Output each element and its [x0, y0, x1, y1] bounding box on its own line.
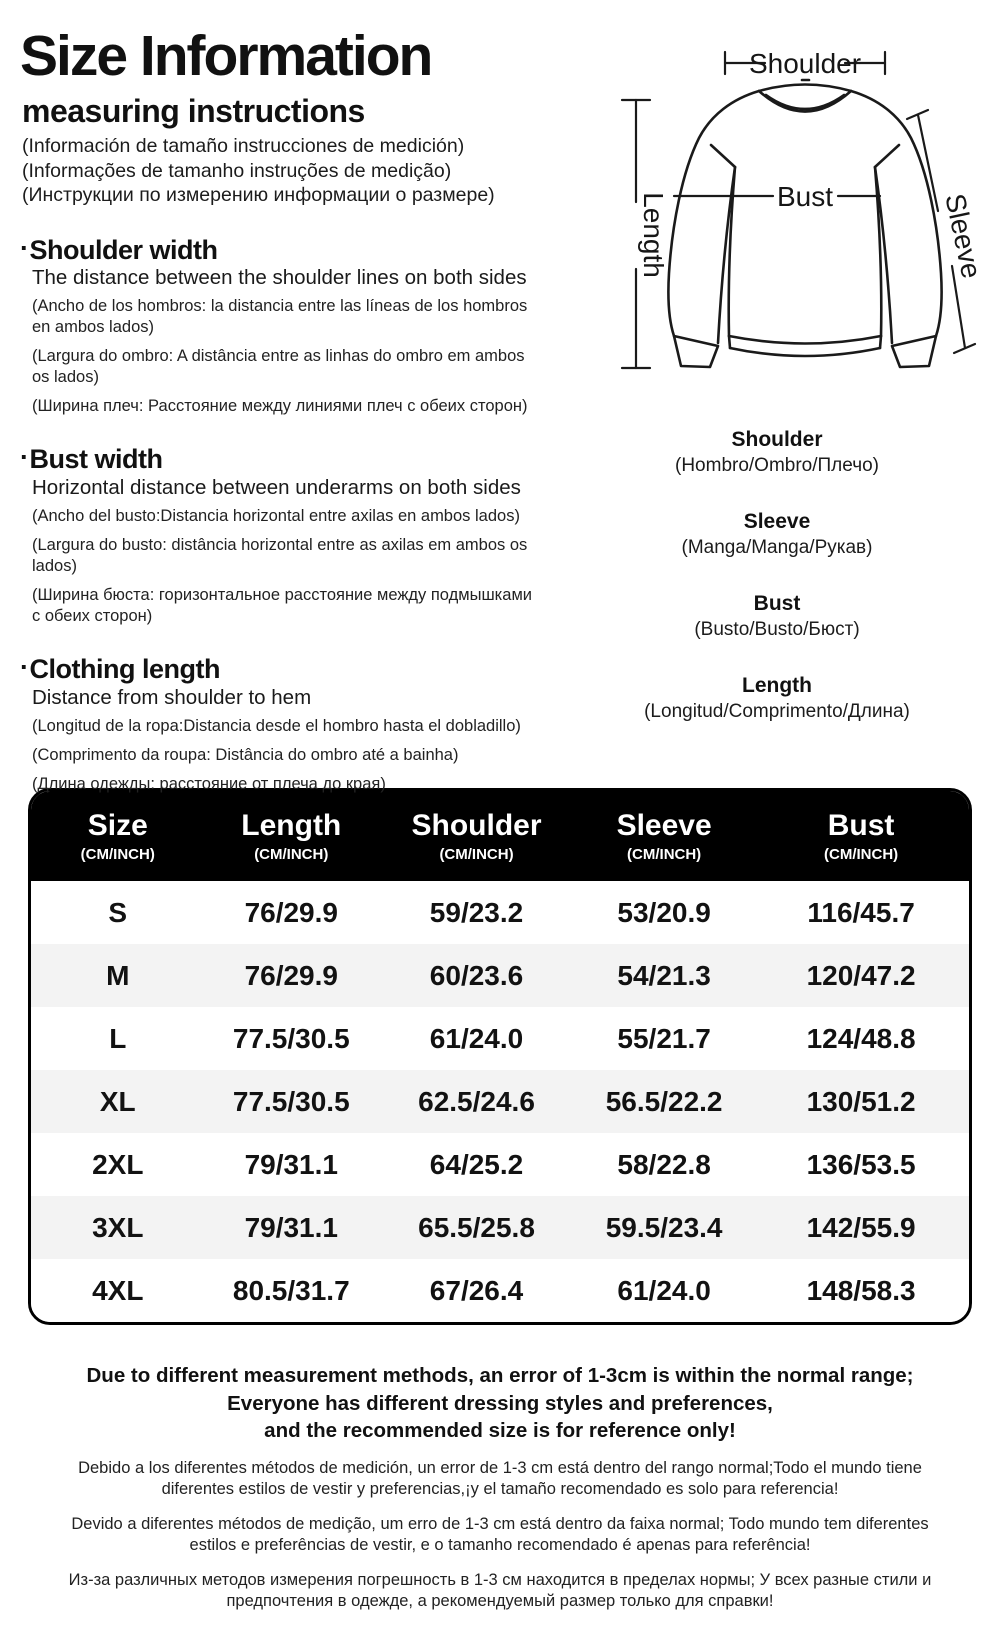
section-description: Horizontal distance between underarms on both sides [32, 475, 521, 499]
column-header-size [31, 809, 205, 863]
measurement-cell: 55/21.7 [617, 1022, 711, 1054]
section-bust-width [20, 443, 568, 627]
legend-translation: (Hombro/Ombro/Плечо) [675, 455, 879, 476]
sweatshirt-diagram [562, 18, 992, 390]
measurement-cell: 61/24.0 [429, 1022, 524, 1054]
legend-translation: (Busto/Busto/Бюст) [694, 619, 860, 640]
column-unit: (CM/INCH) [80, 846, 155, 863]
table-row-xl [31, 1070, 969, 1133]
section-clothing-length [20, 653, 568, 795]
size-cell: XL [99, 1085, 136, 1117]
measurement-cell: 148/58.3 [806, 1274, 916, 1306]
size-table-body [31, 881, 969, 1322]
measurement-cell: 79/31.1 [244, 1148, 338, 1180]
table-row-2xl [31, 1133, 969, 1196]
measurement-cell: 120/47.2 [806, 959, 916, 991]
section-translation-pt: (Largura do ombro: A distância entre as linhas do ombro em ambos os lados) [32, 347, 525, 387]
section-translation-ru: (Ширина бюста: горизонтальное расстояние между подмышками с обеих сторон) [32, 585, 533, 625]
column-header-bust [753, 809, 969, 863]
section-title: ·Shoulder width [20, 232, 218, 265]
section-description: The distance between the shoulder lines on both sides [32, 266, 527, 290]
table-row-s [31, 881, 969, 944]
section-translation-pt: (Largura do busto: distância horizontal entre as axilas em ambos os lados) [32, 535, 528, 575]
section-translation-es: (Longitud de la ropa:Distancia desde el hombro hasta el dobladillo) [32, 716, 521, 735]
measurement-cell: 80.5/31.7 [232, 1274, 350, 1306]
legend-term: Bust [753, 592, 801, 615]
measurement-cell: 58/22.8 [617, 1148, 711, 1180]
measurement-cell: 77.5/30.5 [232, 1085, 350, 1117]
column-label: Shoulder [411, 809, 542, 842]
size-table [28, 788, 972, 1325]
legend-translation: (Manga/Manga/Рукав) [681, 537, 873, 558]
column-unit: (CM/INCH) [439, 846, 514, 863]
measurement-cell: 59.5/23.4 [605, 1211, 723, 1243]
column-unit: (CM/INCH) [254, 846, 329, 863]
section-translation-pt: (Comprimento da roupa: Distância do ombro até a bainha) [32, 745, 459, 764]
disclaimer-en-line: Due to different measurement methods, an error of 1-3cm is within the normal range; [86, 1364, 914, 1387]
size-cell: M [106, 959, 130, 991]
section-translation-ru: (Ширина плеч: Расстояние между линиями плеч с обеих сторон) [32, 397, 528, 416]
disclaimer-pt: Devido a diferentes métodos de medição, um erro de 1-3 cm está dentro da faixa normal; Todo mundo tem diferentes estilos e preferências de vestir, e o tamanho recomendado é apenas para referência! [71, 1514, 929, 1554]
measurement-legend [562, 428, 992, 723]
measurement-cell: 56.5/22.2 [605, 1085, 723, 1117]
diagram-column [562, 18, 992, 756]
column-label: Bust [827, 809, 895, 842]
diagram-length-label: Length [638, 192, 669, 278]
column-unit: (CM/INCH) [627, 846, 702, 863]
measurement-cell: 76/29.9 [244, 896, 338, 928]
size-cell: L [109, 1022, 127, 1054]
bullet-icon: · [20, 232, 29, 263]
diagram-sleeve-label: Sleeve [939, 190, 988, 282]
size-table-header [31, 791, 969, 881]
legend-term: Length [742, 674, 812, 697]
column-header-sleeve [575, 809, 753, 863]
size-cell: 4XL [92, 1274, 144, 1306]
measurement-cell: 59/23.2 [429, 896, 524, 928]
measurement-cell: 76/29.9 [244, 959, 338, 991]
bullet-icon: · [20, 651, 29, 682]
footer-notes [0, 1362, 1000, 1613]
measurement-cell: 64/25.2 [429, 1148, 524, 1180]
measurement-cell: 130/51.2 [806, 1085, 916, 1117]
top-section [0, 0, 1000, 793]
measurement-cell: 124/48.8 [806, 1022, 916, 1054]
measurement-cell: 65.5/25.8 [418, 1211, 535, 1243]
measurement-cell: 142/55.9 [806, 1211, 916, 1243]
legend-term: Sleeve [743, 510, 811, 533]
page-title: Size Information [20, 24, 432, 88]
size-cell: S [108, 896, 128, 928]
disclaimer-ru: Из-за различных методов измерения погрешность в 1-3 см находится в пределах нормы; У всех разные стили и предпочтения в одежде, а рекомендуемый размер только для справки! [68, 1570, 932, 1610]
column-header-length [205, 809, 379, 863]
section-title: ·Clothing length [20, 651, 220, 684]
size-cell: 3XL [92, 1211, 144, 1243]
measurement-cell: 136/53.5 [806, 1148, 916, 1180]
section-translation-es: (Ancho del busto:Distancia horizontal entre axilas en ambos lados) [32, 506, 520, 525]
column-header-shoulder [378, 809, 575, 863]
section-title: ·Bust width [20, 442, 163, 475]
subtitle-translation-pt: (Informações de tamanho instruções de medição) [22, 159, 452, 182]
measurement-cell: 77.5/30.5 [232, 1022, 350, 1054]
legend-sleeve [562, 510, 992, 559]
subtitle-translations [22, 134, 568, 208]
diagram-bust-label: Bust [776, 181, 834, 212]
column-unit: (CM/INCH) [824, 846, 899, 863]
column-label: Length [241, 809, 342, 842]
column-label: Sleeve [616, 809, 712, 842]
measurement-cell: 60/23.6 [429, 959, 524, 991]
section-description: Distance from shoulder to hem [32, 685, 312, 709]
bullet-icon: · [20, 442, 29, 473]
legend-length [562, 674, 992, 723]
table-row-3xl [31, 1196, 969, 1259]
measurement-cell: 79/31.1 [244, 1211, 338, 1243]
subtitle-translation-ru: (Инструкции по измерению информации о размере) [22, 184, 495, 206]
section-translation-ru: (Длина одежды: расстояние от плеча до края) [32, 774, 386, 793]
table-row-l [31, 1007, 969, 1070]
legend-bust [562, 592, 992, 641]
subtitle-translation-es: (Información de tamaño instrucciones de medición) [22, 135, 465, 157]
diagram-shoulder-label: Shoulder [748, 48, 862, 79]
size-cell: 2XL [92, 1148, 144, 1180]
page-subtitle: measuring instructions [22, 93, 365, 129]
section-translation-es: (Ancho de los hombros: la distancia entre las líneas de los hombros en ambos lados) [32, 297, 528, 337]
measurement-cell: 54/21.3 [617, 959, 711, 991]
legend-shoulder [562, 428, 992, 477]
table-row-m [31, 944, 969, 1007]
disclaimer-en-line: and the recommended size is for reference only! [264, 1419, 736, 1442]
disclaimer-es: Debido a los diferentes métodos de medición, un error de 1-3 cm está dentro del rango normal;Todo el mundo tiene diferentes estilos de vestir y preferencias,¡y el tamaño recomendado es solo para referencia! [78, 1458, 922, 1498]
disclaimer-en-line: Everyone has different dressing styles and preferences, [227, 1391, 773, 1415]
measurement-cell: 116/45.7 [807, 896, 915, 928]
table-row-4xl [31, 1259, 969, 1322]
measurement-cell: 53/20.9 [617, 896, 711, 928]
measurement-cell: 61/24.0 [617, 1274, 711, 1306]
column-label: Size [87, 809, 148, 842]
section-shoulder-width [20, 234, 568, 418]
instructions-column [20, 24, 568, 803]
legend-term: Shoulder [731, 428, 823, 451]
measurement-cell: 62.5/24.6 [418, 1085, 535, 1117]
measurement-cell: 67/26.4 [429, 1274, 524, 1306]
legend-translation: (Longitud/Comprimento/Длина) [644, 701, 910, 722]
disclaimer-en [0, 1362, 1000, 1445]
